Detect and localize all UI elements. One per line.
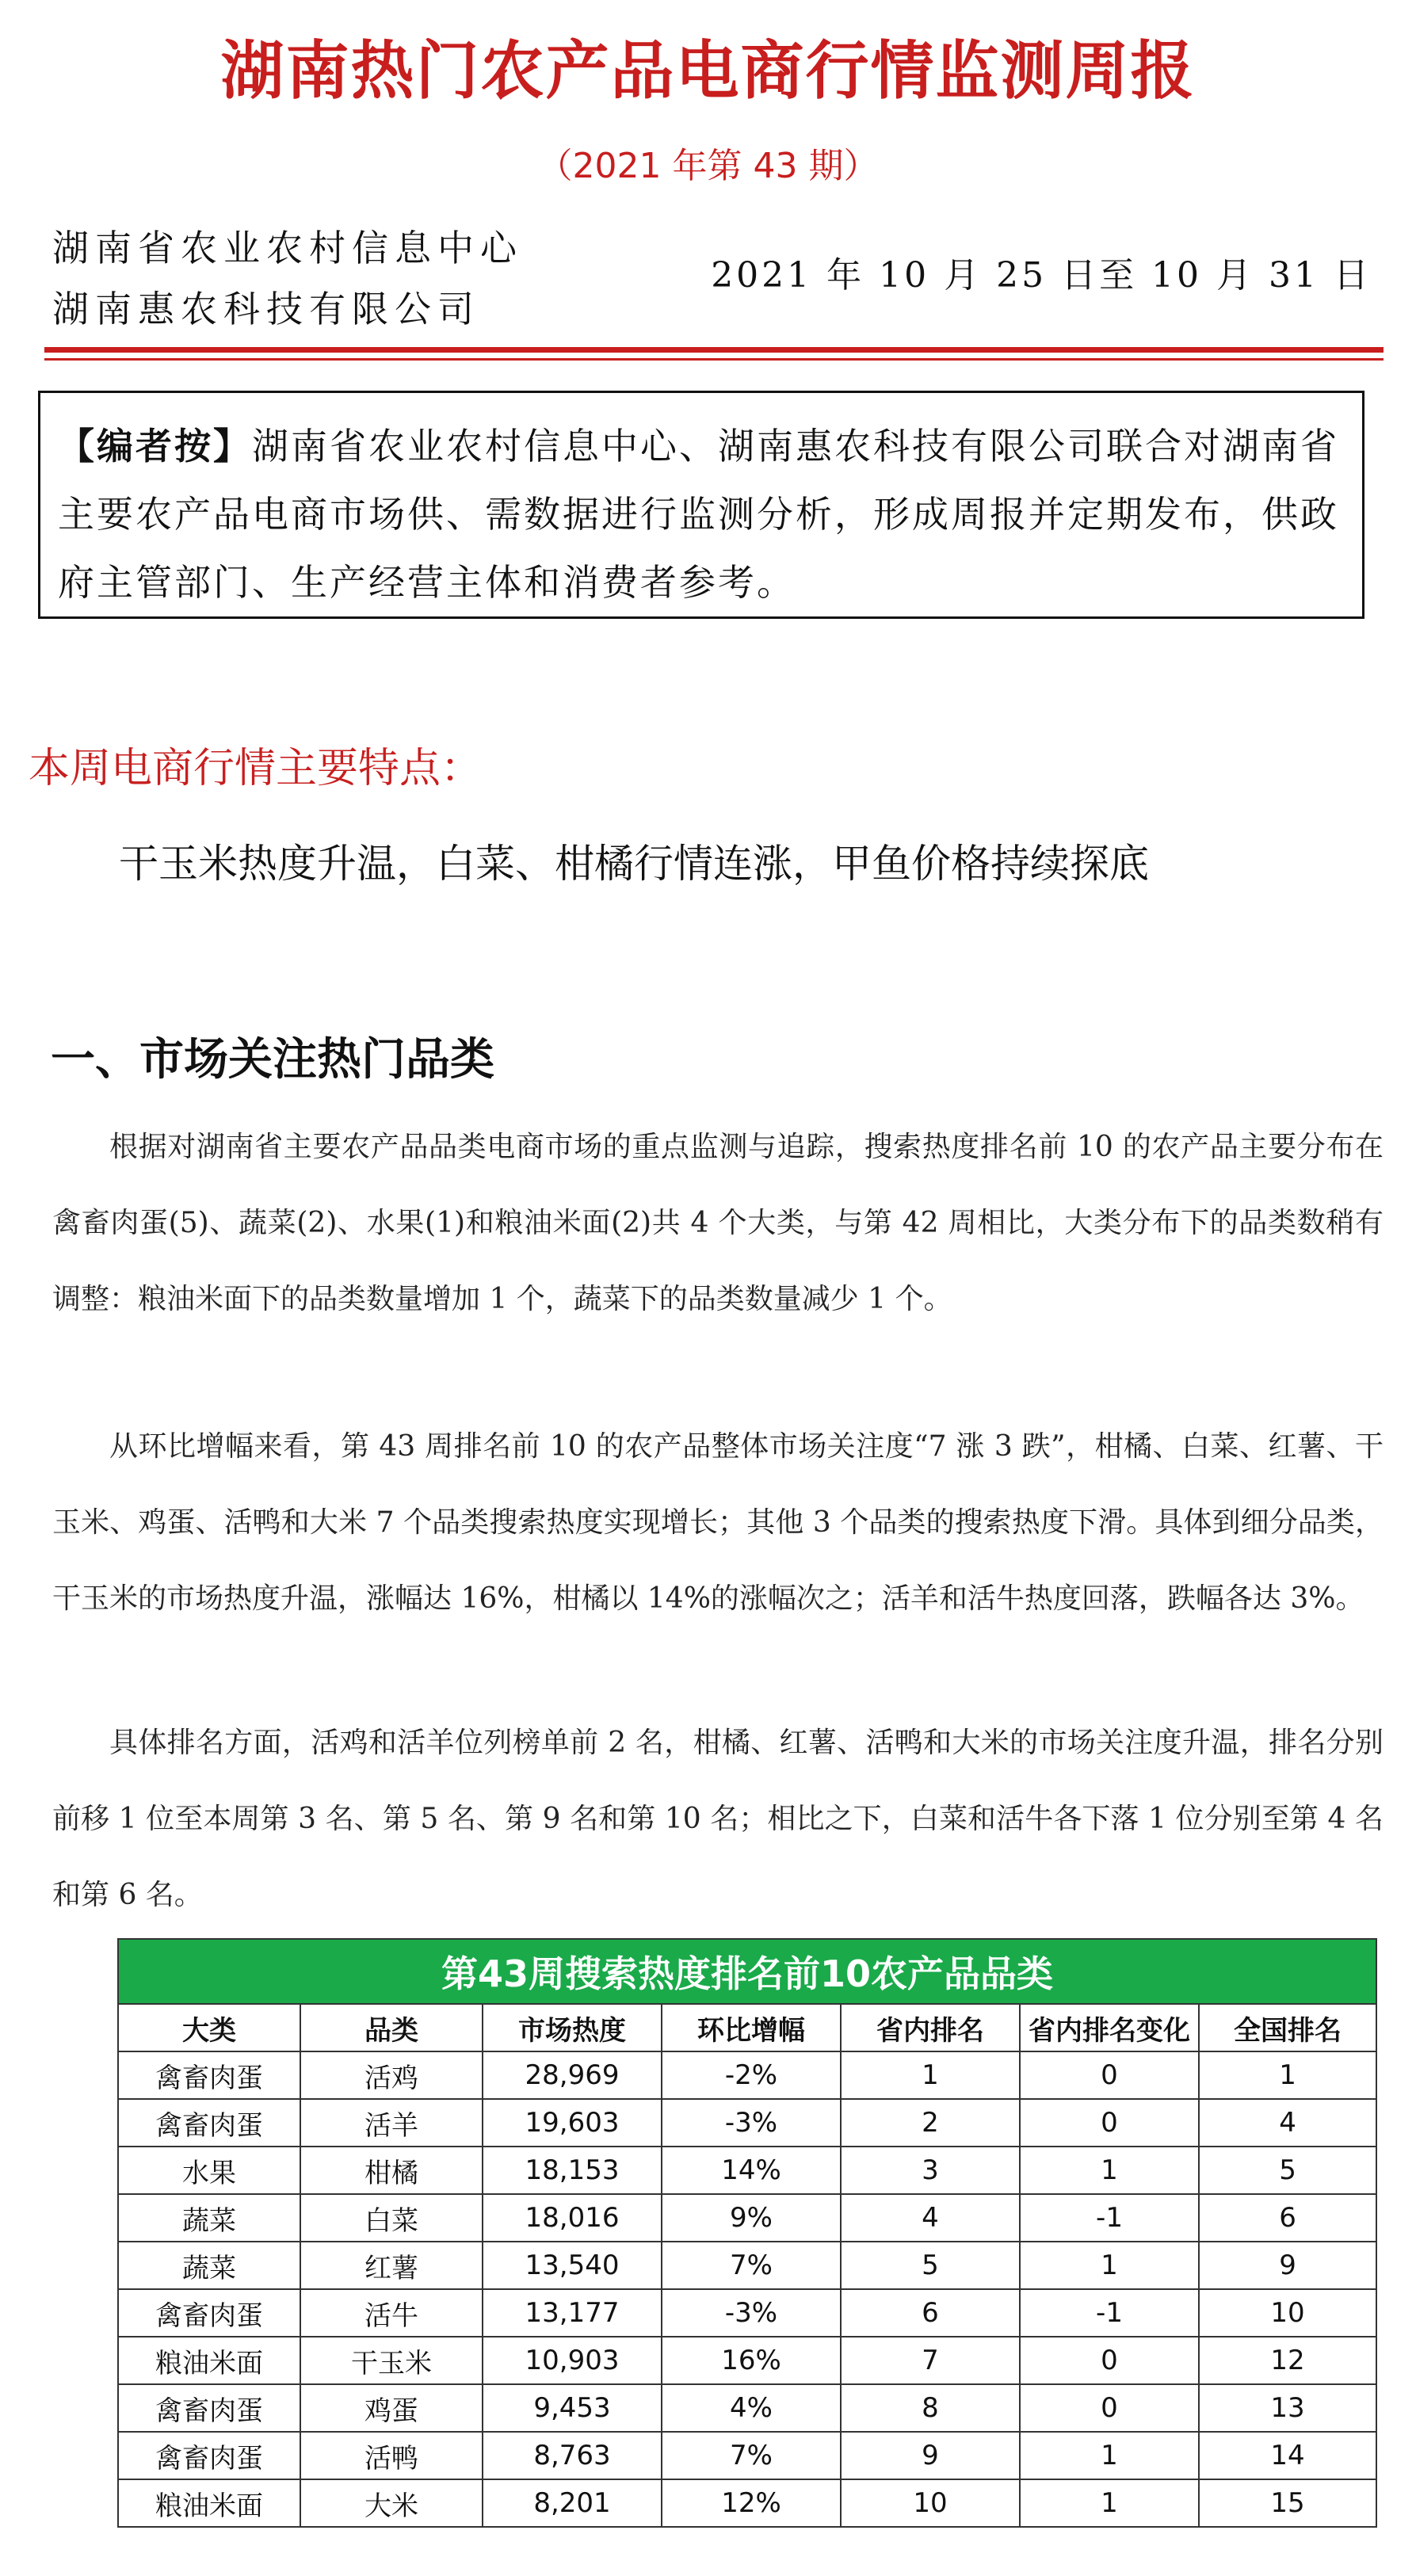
table-row	[118, 2147, 1376, 2194]
table-cell: 7	[841, 2337, 1020, 2384]
table-cell: 14	[1199, 2432, 1376, 2479]
editor-note-text: 湖南省农业农村信息中心、湖南惠农科技有限公司联合对湖南省主要农产品电商市场供、需数据进行监测分析，形成周报并定期发布，供政府主管部门、生产经营主体和消费者参考。	[58, 425, 1339, 604]
table-cell: 4	[1199, 2099, 1376, 2147]
table-header-row	[118, 2004, 1376, 2051]
date-range: 2021 年 10 月 25 日至 10 月 31 日	[711, 255, 1372, 296]
table-row	[118, 2337, 1376, 2384]
table-cell: 28,969	[483, 2051, 662, 2099]
table-cell: 活鸭	[300, 2432, 483, 2479]
table-cell: 3	[841, 2147, 1020, 2194]
table-row	[118, 2384, 1376, 2432]
table-cell: 2	[841, 2099, 1020, 2147]
table-cell: 柑橘	[300, 2147, 483, 2194]
table-cell: 12	[1199, 2337, 1376, 2384]
table-row	[118, 2242, 1376, 2289]
table-cell: 蔬菜	[118, 2242, 300, 2289]
table-cell: -3%	[662, 2099, 841, 2147]
table-cell: 0	[1020, 2337, 1199, 2384]
table-cell: 4%	[662, 2384, 841, 2432]
table-cell: 13,540	[483, 2242, 662, 2289]
table-cell: 鸡蛋	[300, 2384, 483, 2432]
table-row	[118, 2099, 1376, 2147]
table-cell: 13,177	[483, 2289, 662, 2337]
editor-note-box	[38, 391, 1364, 619]
table-cell: 9	[1199, 2242, 1376, 2289]
features-summary: 干玉米热度升温，白菜、柑橘行情连涨，甲鱼价格持续探底	[119, 841, 1149, 887]
table-cell: 14%	[662, 2147, 841, 2194]
table-cell: 7%	[662, 2432, 841, 2479]
org-name-1: 湖南省农业农村信息中心	[52, 227, 523, 269]
table-cell: 9,453	[483, 2384, 662, 2432]
table-cell: 禽畜肉蛋	[118, 2099, 300, 2147]
issue-number: （2021 年第 43 期）	[537, 146, 879, 186]
column-header: 省内排名变化	[1020, 2004, 1199, 2051]
table-cell: 13	[1199, 2384, 1376, 2432]
table-cell: 0	[1020, 2051, 1199, 2099]
table-cell: 1	[1020, 2432, 1199, 2479]
table-cell: 15	[1199, 2479, 1376, 2527]
table-caption: 第43周搜索热度排名前10农产品品类	[118, 1939, 1376, 2004]
features-heading: 本周电商行情主要特点：	[29, 745, 483, 792]
table-cell: 活鸡	[300, 2051, 483, 2099]
ranking-table-wrapper	[117, 1938, 1376, 2528]
table-cell: 禽畜肉蛋	[118, 2289, 300, 2337]
ranking-table	[117, 1938, 1377, 2528]
table-cell: 活羊	[300, 2099, 483, 2147]
table-cell: 16%	[662, 2337, 841, 2384]
column-header: 环比增幅	[662, 2004, 841, 2051]
table-cell: -1	[1020, 2289, 1199, 2337]
table-cell: 4	[841, 2194, 1020, 2242]
table-row	[118, 2432, 1376, 2479]
table-cell: 8,763	[483, 2432, 662, 2479]
paragraph-2: 从环比增幅来看，第 43 周排名前 10 的农产品整体市场关注度“7 涨 3 跌”，柑橘、白菜、红薯、干玉米、鸡蛋、活鸭和大米 7 个品类搜索热度实现增长；其他 3 个品类的搜索热度下滑。具体到细分品类，干玉米的市场热度升温，涨幅达 16%，柑橘以 14%的涨幅次之；活羊和活牛热度回落，跌幅各达 3%。	[52, 1430, 1384, 1615]
table-row	[118, 2479, 1376, 2527]
table-row	[118, 2051, 1376, 2099]
table-cell: 5	[1199, 2147, 1376, 2194]
table-cell: 白菜	[300, 2194, 483, 2242]
table-cell: 禽畜肉蛋	[118, 2051, 300, 2099]
table-cell: 18,016	[483, 2194, 662, 2242]
table-cell: 1	[1020, 2147, 1199, 2194]
table-cell: 水果	[118, 2147, 300, 2194]
paragraph-3: 具体排名方面，活鸡和活羊位列榜单前 2 名，柑橘、红薯、活鸭和大米的市场关注度升温，排名分别前移 1 位至本周第 3 名、第 5 名、第 9 名和第 10 名；相比之下，白菜和活牛各下落 1 位分别至第 4 名和第 6 名。	[52, 1727, 1384, 1911]
table-cell: 9	[841, 2432, 1020, 2479]
table-body	[118, 2051, 1376, 2527]
table-cell: 8,201	[483, 2479, 662, 2527]
table-row	[118, 2289, 1376, 2337]
table-cell: 活牛	[300, 2289, 483, 2337]
header-rule-thick	[44, 347, 1384, 353]
table-cell: 6	[841, 2289, 1020, 2337]
column-header: 品类	[300, 2004, 483, 2051]
table-cell: 1	[1199, 2051, 1376, 2099]
table-cell: 禽畜肉蛋	[118, 2432, 300, 2479]
paragraph-1: 根据对湖南省主要农产品品类电商市场的重点监测与追踪，搜索热度排名前 10 的农产品主要分布在禽畜肉蛋(5)、蔬菜(2)、水果(1)和粮油米面(2)共 4 个大类，与第 42 周相比，大类分布下的品类数稍有调整：粮油米面下的品类数量增加 1 个，蔬菜下的品类数量减少 1 个。	[52, 1131, 1384, 1315]
table-cell: -3%	[662, 2289, 841, 2337]
table-cell: 1	[1020, 2479, 1199, 2527]
table-cell: 蔬菜	[118, 2194, 300, 2242]
table-cell: 10	[841, 2479, 1020, 2527]
table-cell: 10	[1199, 2289, 1376, 2337]
table-cell: 大米	[300, 2479, 483, 2527]
table-cell: 18,153	[483, 2147, 662, 2194]
table-cell: 粮油米面	[118, 2479, 300, 2527]
header-rule-thin	[44, 358, 1384, 361]
table-cell: 粮油米面	[118, 2337, 300, 2384]
table-cell: 9%	[662, 2194, 841, 2242]
table-cell: 12%	[662, 2479, 841, 2527]
table-cell: 5	[841, 2242, 1020, 2289]
table-cell: 0	[1020, 2384, 1199, 2432]
table-cell: 19,603	[483, 2099, 662, 2147]
table-cell: 6	[1199, 2194, 1376, 2242]
table-cell: 0	[1020, 2099, 1199, 2147]
column-header: 省内排名	[841, 2004, 1020, 2051]
table-cell: 1	[1020, 2242, 1199, 2289]
table-cell: 红薯	[300, 2242, 483, 2289]
table-cell: 8	[841, 2384, 1020, 2432]
table-cell: 7%	[662, 2242, 841, 2289]
table-row	[118, 2194, 1376, 2242]
column-header: 市场热度	[483, 2004, 662, 2051]
column-header: 全国排名	[1199, 2004, 1376, 2051]
column-header: 大类	[118, 2004, 300, 2051]
editor-note-label: 【编者按】	[58, 425, 252, 467]
table-cell: 禽畜肉蛋	[118, 2384, 300, 2432]
report-title: 湖南热门农产品电商行情监测周报	[220, 34, 1196, 108]
table-cell: -1	[1020, 2194, 1199, 2242]
table-cell: 10,903	[483, 2337, 662, 2384]
table-cell: 1	[841, 2051, 1020, 2099]
table-cell: 干玉米	[300, 2337, 483, 2384]
table-cell: -2%	[662, 2051, 841, 2099]
org-name-2: 湖南惠农科技有限公司	[52, 288, 480, 330]
section-heading: 一、市场关注热门品类	[51, 1034, 494, 1086]
